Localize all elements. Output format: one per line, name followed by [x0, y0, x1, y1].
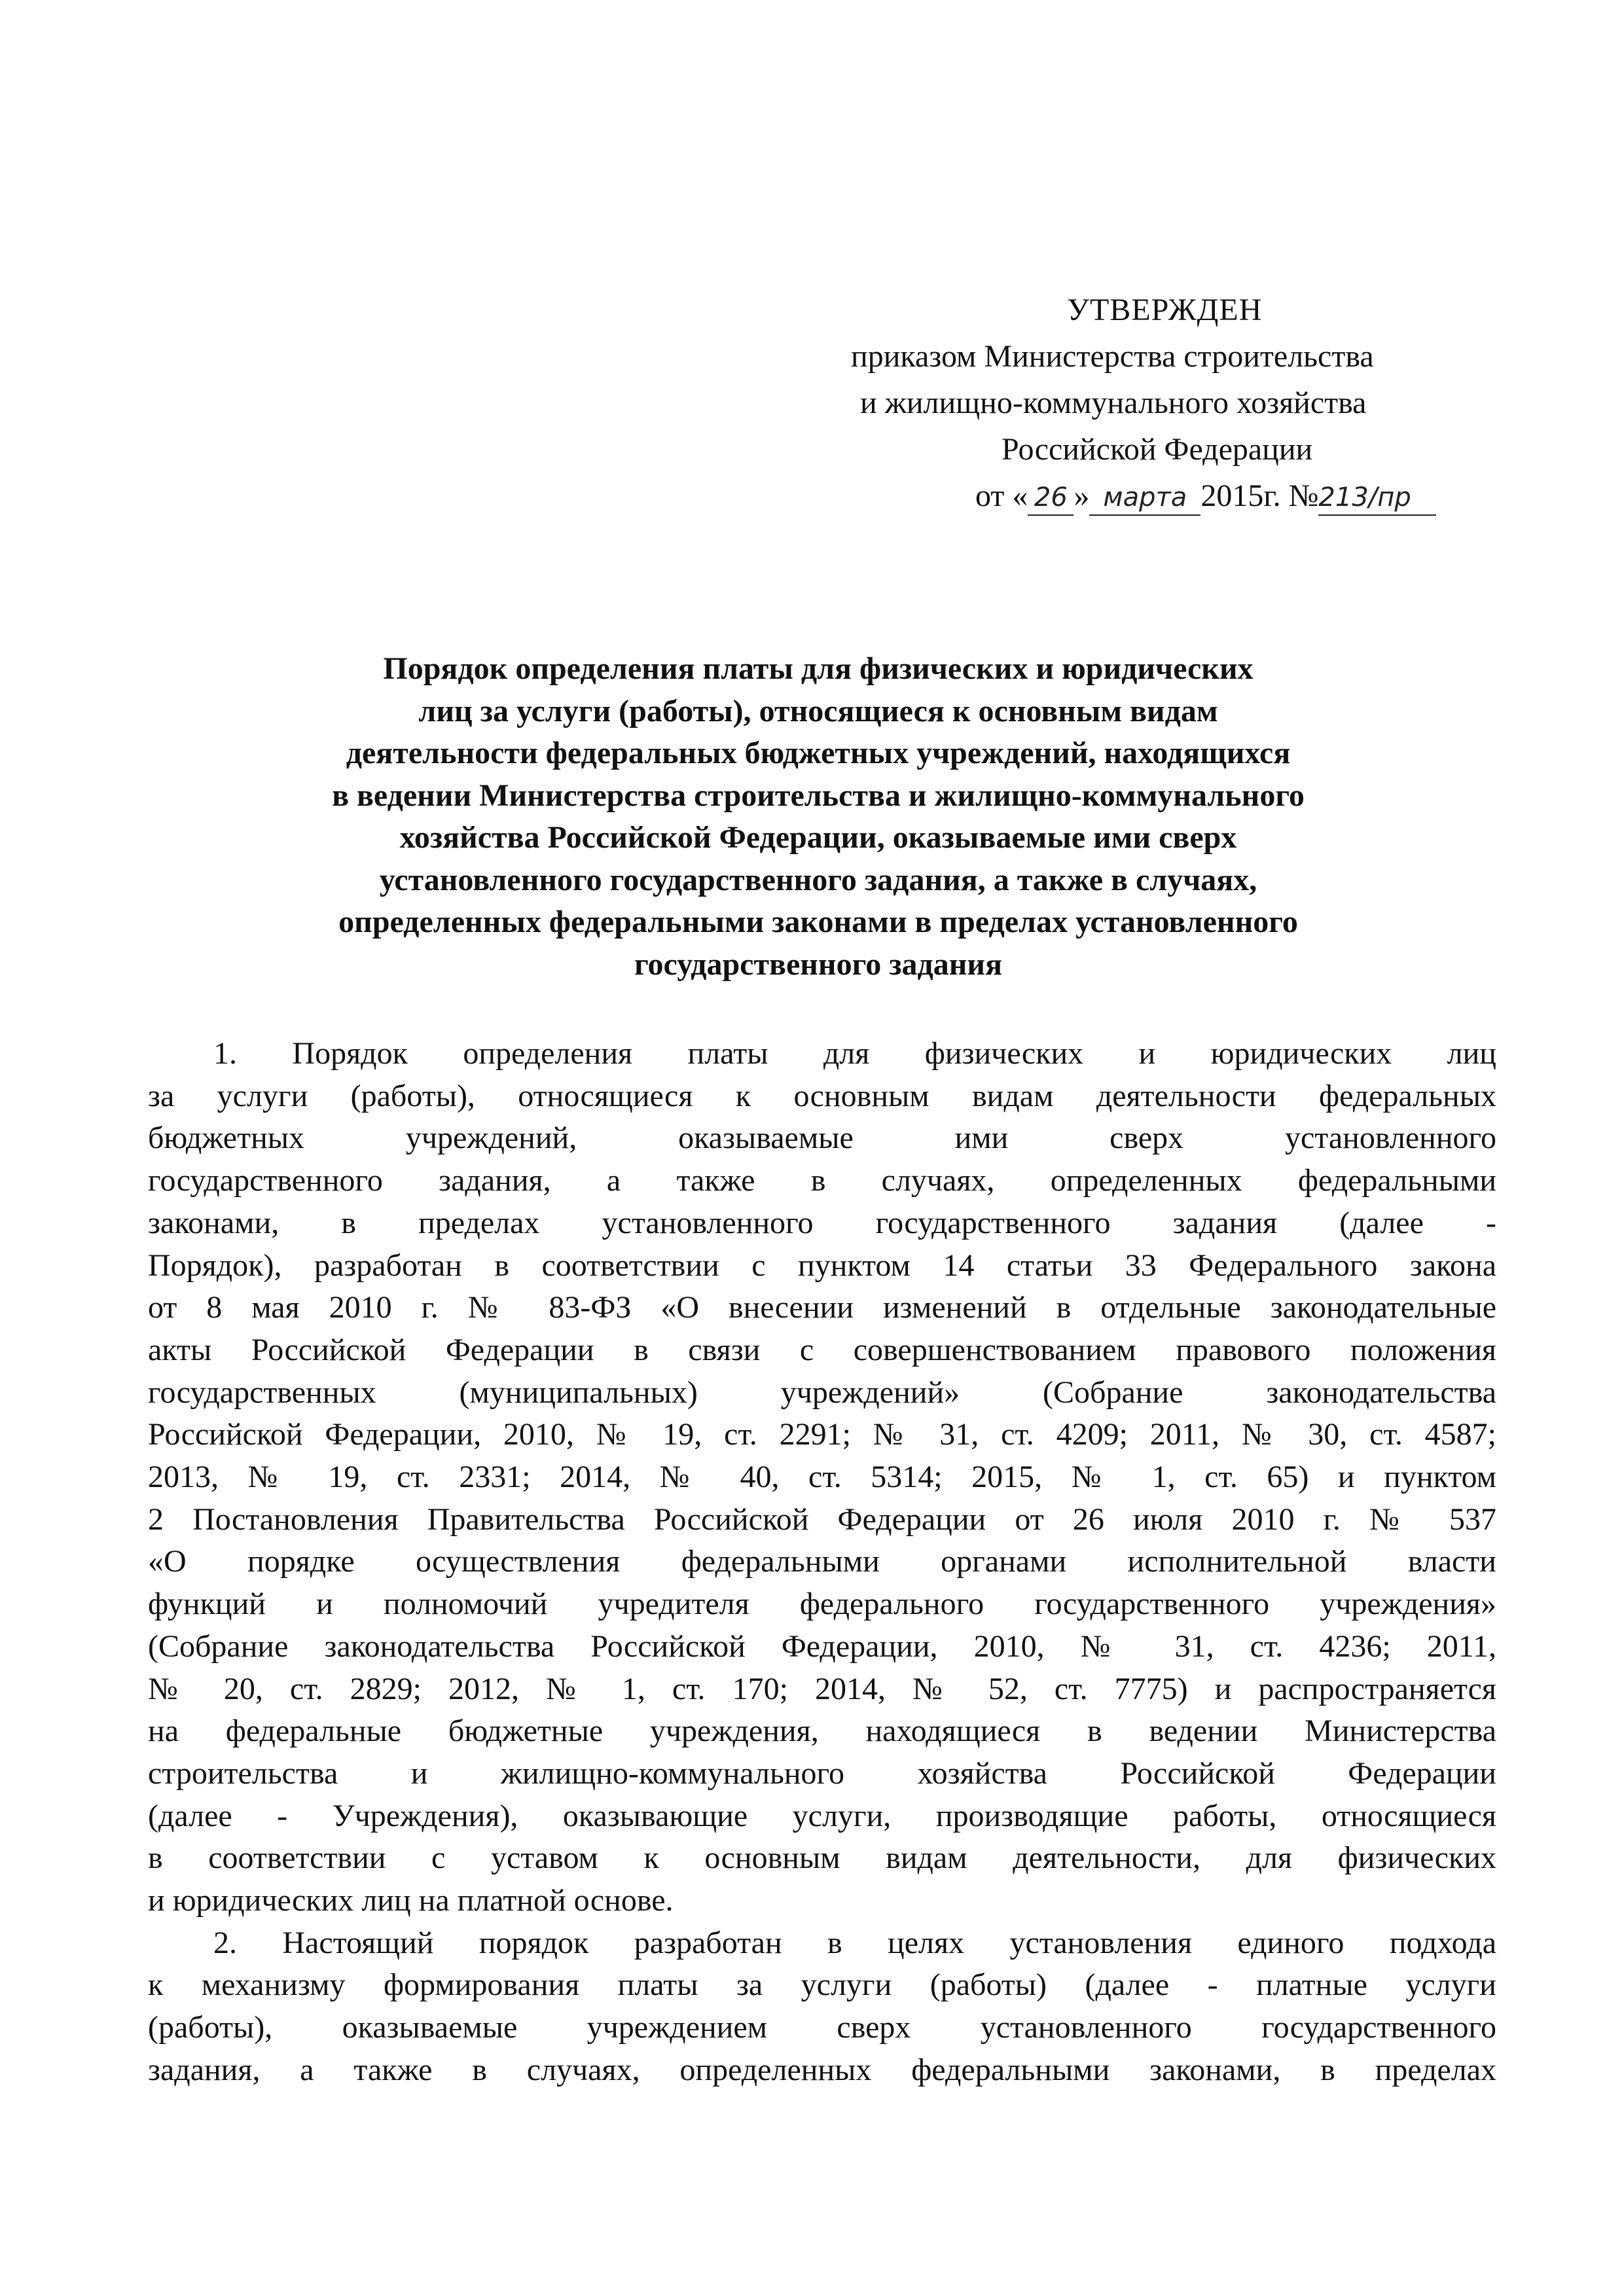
title-line: государственного задания: [634, 946, 1003, 982]
paragraph-line: 1. Порядок определения платы для физических и юридических лиц: [213, 1036, 1496, 1071]
approved-label: УТВЕРЖДЕН: [1067, 293, 1263, 327]
paragraph-line: функций и полномочий учредителя федерального государственного учреждения»: [148, 1587, 1496, 1622]
title-line: установленного государственного задания, а также в случаях,: [379, 862, 1257, 897]
paragraph-line: Порядок), разработан в соответствии с пунктом 14 статьи 33 Федерального закона: [148, 1247, 1496, 1283]
paragraph-line: к механизму формирования платы за услуги (работы) (далее - платные услуги: [148, 1967, 1496, 2003]
approval-line-2: и жилищно-коммунального хозяйства: [860, 386, 1367, 420]
title-line: определенных федеральными законами в пределах установленного: [338, 905, 1298, 939]
paragraph-line: (Собрание законодательства Российской Федерации, 2010, № 31, ст. 4236; 2011,: [148, 1628, 1496, 1664]
title-line: хозяйства Российской Федерации, оказываемые ими сверх: [399, 820, 1237, 855]
title-line: деятельности федеральных бюджетных учреждений, находящихся: [346, 736, 1291, 770]
date-year: 2015г. №: [1200, 478, 1319, 513]
paragraph-2: [148, 1922, 1496, 2092]
paragraph-line: государственных (муниципальных) учреждений» (Собрание законодательства: [148, 1374, 1496, 1410]
title-line: лиц за услуги (работы), относящиеся к основным видам: [418, 693, 1218, 728]
paragraph-1: [148, 1033, 1496, 1922]
paragraph-line: (далее - Учреждения), оказывающие услуги, производящие работы, относящиеся: [148, 1798, 1496, 1833]
document-title: [196, 648, 1440, 986]
handwritten-month: марта: [1089, 480, 1200, 516]
paragraph-line: «О порядке осуществления федеральными органами исполнительной власти: [148, 1544, 1496, 1579]
paragraph-line: от 8 мая 2010 г. № 83-ФЗ «О внесении изменений в отдельные законодательные: [148, 1290, 1496, 1325]
paragraph-line: задания, а также в случаях, определенных федеральными законами, в пределах: [148, 2052, 1496, 2087]
title-line: в ведении Министерства строительства и жилищно-коммунального: [332, 778, 1305, 813]
paragraph-line: в соответствии с уставом к основным видам деятельности, для физических: [148, 1840, 1496, 1876]
paragraph-line: 2013, № 19, ст. 2331; 2014, № 40, ст. 5314; 2015, № 1, ст. 65) и пунктом: [148, 1460, 1496, 1495]
paragraph-line: и юридических лиц на платной основе.: [148, 1883, 674, 1918]
handwritten-day: 26: [1028, 480, 1074, 516]
paragraph-line: на федеральные бюджетные учреждения, находящиеся в ведении Министерства: [148, 1713, 1496, 1749]
paragraph-line: 2. Настоящий порядок разработан в целях установления единого подхода: [213, 1925, 1496, 1960]
paragraph-line: (работы), оказываемые учреждением сверх установленного государственного: [148, 2010, 1496, 2045]
paragraph-line: бюджетных учреждений, оказываемые ими сверх установленного: [148, 1121, 1496, 1156]
paragraph-line: акты Российской Федерации в связи с совершенствованием правового положения: [148, 1332, 1496, 1367]
paragraph-line: Российской Федерации, 2010, № 19, ст. 2291; № 31, ст. 4209; 2011, № 30, ст. 4587;: [148, 1417, 1496, 1452]
approval-date-line: [975, 473, 1436, 519]
paragraph-line: законами, в пределах установленного государственного задания (далее -: [148, 1205, 1496, 1240]
paragraph-line: за услуги (работы), относящиеся к основным видам деятельности федеральных: [148, 1078, 1496, 1113]
paragraph-line: государственного задания, а также в случаях, определенных федеральными: [148, 1163, 1496, 1198]
approval-line-3: Российской Федерации: [1001, 432, 1313, 467]
document-body: [148, 1033, 1496, 2092]
approval-line-1: приказом Министерства строительства: [851, 339, 1374, 374]
paragraph-line: 2 Постановления Правительства Российской Федерации от 26 июля 2010 г. № 537: [148, 1501, 1496, 1537]
title-line: Порядок определения платы для физических и юридических: [383, 651, 1254, 686]
date-prefix: от «: [975, 478, 1028, 513]
paragraph-line: строительства и жилищно-коммунального хозяйства Российской Федерации: [148, 1755, 1496, 1791]
date-mid: »: [1074, 478, 1090, 513]
paragraph-line: № 20, ст. 2829; 2012, № 1, ст. 170; 2014, № 52, ст. 7775) и распространяется: [148, 1671, 1496, 1706]
handwritten-number: 213/пр: [1318, 480, 1436, 516]
